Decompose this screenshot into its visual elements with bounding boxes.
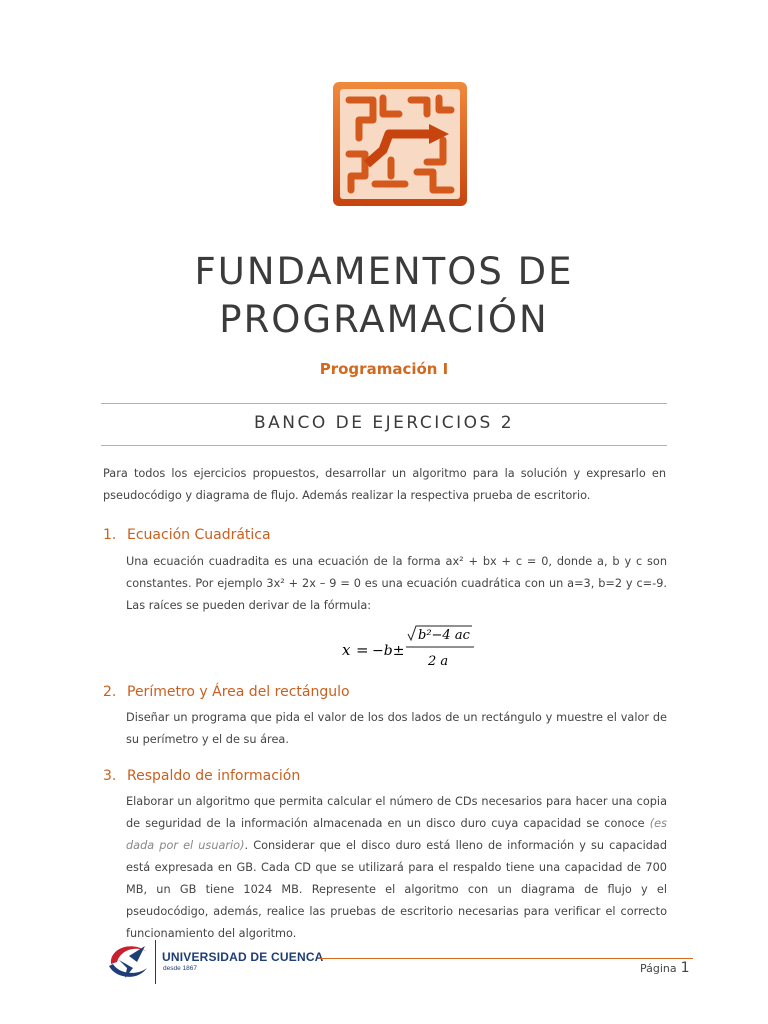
section-heading-3 [103, 768, 300, 784]
university-since: desde 1867 [163, 965, 197, 972]
document-title [0, 248, 768, 344]
exercise-bank-title: BANCO DE EJERCICIOS 2 [253, 413, 515, 433]
section-title: Respaldo de información [127, 768, 301, 784]
footer-rule [320, 958, 693, 959]
quadratic-formula [342, 622, 482, 672]
section-number: 2. [103, 684, 117, 700]
page-number [640, 960, 690, 976]
title-line-1: FUNDAMENTOS DE [194, 250, 574, 293]
page-number-value: 1 [680, 960, 690, 976]
section-body-text: . Considerar que el disco duro está lleno de información y su capacidad está expresada en GB. Cada CD que se utilizará para el respaldo tiene una capacidad de 700 MB, un GB tiene 1024 MB. Represente el algoritmo con un diagrama de flujo y el pseudocódigo, además, realice las pruebas de escritorio necesarias para verificar el correcto funcionamiento del algoritmo. [126, 839, 667, 940]
section-body-text: Elaborar un algoritmo que permita calcular el número de CDs necesarios para hacer una copia de seguridad de la información almacenada en un disco duro cuya capacidad se conoce [126, 795, 667, 830]
university-name: UNIVERSIDAD DE CUENCA [162, 950, 324, 964]
title-line-2: PROGRAMACIÓN [219, 298, 549, 341]
maze-arrow-icon [331, 80, 469, 208]
section-number: 3. [103, 768, 117, 784]
university-logo-separator [155, 940, 156, 984]
formula-radicand: b²−4 ac [418, 628, 470, 643]
section-title: Perímetro y Área del rectángulo [127, 684, 350, 700]
page-label: Página [640, 962, 677, 975]
section-body-italic: (es dada por el usuario) [126, 817, 667, 852]
formula-minus-b: −b± [372, 643, 405, 659]
formula-lhs: x [342, 641, 351, 659]
section-body-3 [126, 791, 667, 945]
section-title: Ecuación Cuadrática [127, 527, 271, 543]
section-heading-2 [103, 684, 350, 700]
section-heading-1 [103, 527, 271, 543]
formula-denominator: 2 a [428, 654, 449, 669]
university-emblem-icon [103, 938, 153, 984]
intro-paragraph: Para todos los ejercicios propuestos, desarrollar un algoritmo para la solución y expresarlo en pseudocódigo y diagrama de flujo. Además realizar la respectiva prueba de escritorio. [103, 467, 666, 502]
divider-bottom [101, 445, 667, 446]
section-body-2: Diseñar un programa que pida el valor de los dos lados de un rectángulo y muestre el valor de su perímetro y el de su área. [126, 711, 667, 746]
formula-equals: = [356, 641, 369, 659]
section-number: 1. [103, 527, 117, 543]
section-body-1: Una ecuación cuadradita es una ecuación de la forma ax² + bx + c = 0, donde a, b y c son constantes. Por ejemplo 3x² + 2x – 9 = 0 es una ecuación cuadrática con un a=3, b=2 y c=-9. Las raíces se pueden derivar de la fórmula: [126, 555, 667, 612]
course-subtitle: Programación I [319, 360, 449, 378]
divider-top [101, 403, 667, 404]
